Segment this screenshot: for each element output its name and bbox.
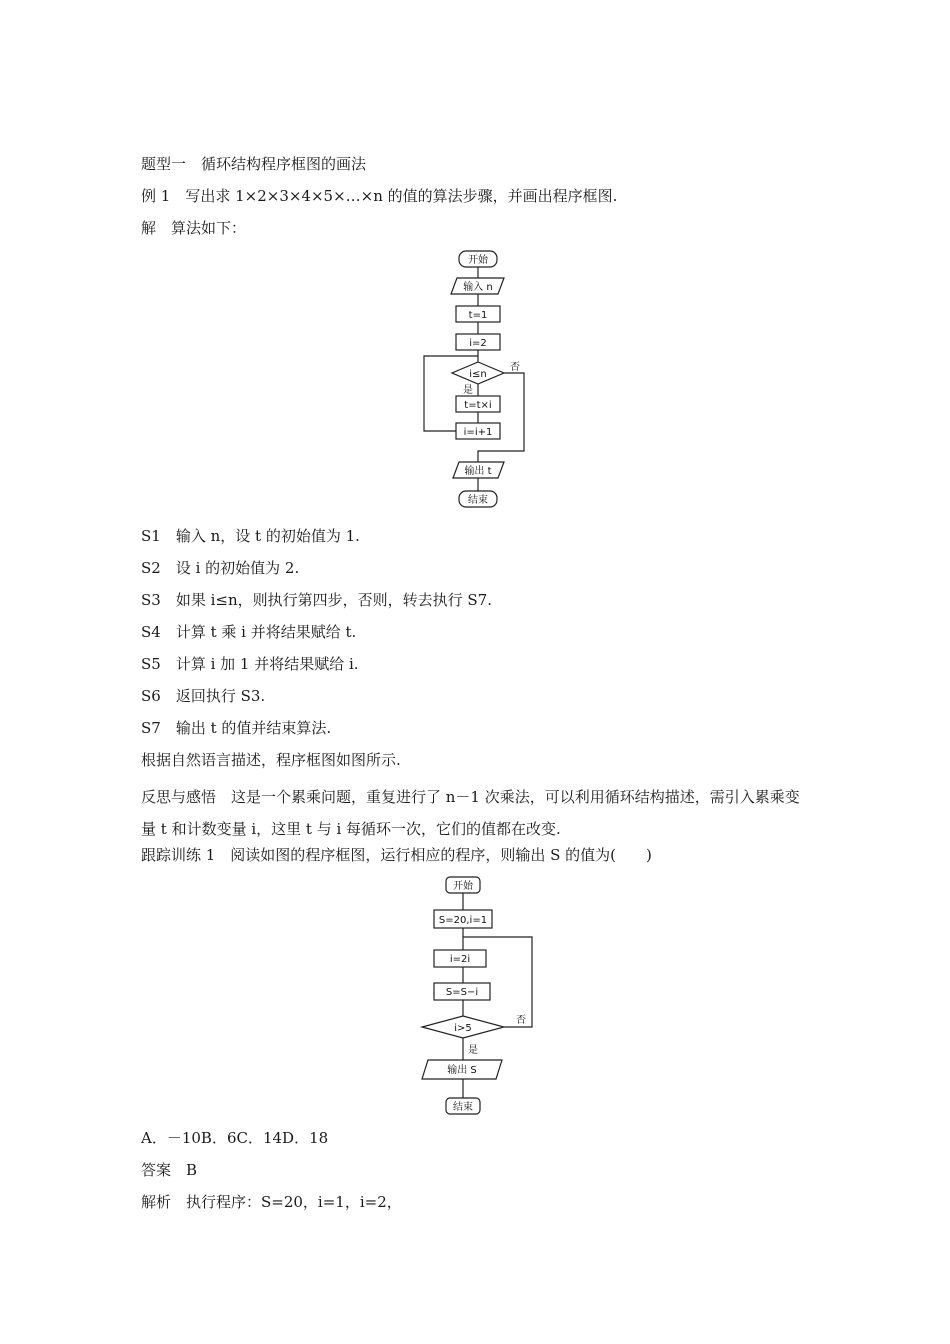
fc1-increment-label: i=i+1 (463, 427, 493, 438)
example-line (141, 186, 617, 206)
fc1-multiply-label: t=t×i (464, 400, 492, 411)
fc1-condition-label: i≤n (469, 369, 487, 380)
section-title: 题型一 循环结构程序框图的画法 (141, 155, 367, 173)
fc2-no-label: 否 (516, 1015, 526, 1026)
flowchart-1 (410, 246, 550, 514)
step-4: S4 计算 t 乘 i 并将结果赋给 t. (141, 623, 357, 641)
step-3: S3 如果 i≤n，则执行第四步，否则，转去执行 S7. (141, 591, 492, 609)
example-label: 例 1 (141, 187, 171, 205)
reflection: 反思与感悟 这是一个累乘问题，重复进行了 n－1 次乘法，可以利用循环结构描述，需引入累乘变量 t 和计数变量 i，这里 t 与 i 每循环一次，它们的值都在改变. (141, 788, 800, 838)
step-6: S6 返回执行 S3. (141, 687, 266, 705)
step-5: S5 计算 i 加 1 并将结果赋给 i. (141, 655, 359, 673)
example-text: 写出求 1×2×3×4×5×…×n 的值的算法步骤，并画出程序框图. (185, 187, 618, 205)
fc2-subtract-label: S=S−i (445, 987, 479, 998)
practice-question: 跟踪训练 1 阅读如图的程序框图，运行相应的程序，则输出 S 的值为( ) (141, 846, 652, 864)
answer-options: A．－10B．6C．14D．18 (141, 1129, 329, 1147)
fc1-start-label: 开始 (468, 255, 488, 266)
step-1: S1 输入 n，设 t 的初始值为 1. (141, 527, 360, 545)
conclusion: 根据自然语言描述，程序框图如图所示. (141, 751, 401, 769)
fc2-yes-label: 是 (468, 1045, 478, 1056)
analysis-line: 解析 执行程序：S=20，i=1，i=2， (141, 1193, 402, 1211)
fc2-condition-label: i>5 (454, 1023, 472, 1034)
solution-intro: 解 算法如下： (141, 219, 247, 237)
fc1-input-label: 输入 n (463, 282, 493, 293)
fc2-start-label: 开始 (453, 881, 473, 892)
fc2-init-label: S=20,i=1 (438, 915, 488, 926)
fc1-no-label: 否 (510, 362, 520, 373)
step-7: S7 输出 t 的值并结束算法. (141, 719, 332, 737)
fc1-i-init-label: i=2 (469, 338, 487, 349)
flowchart-2 (412, 872, 552, 1120)
step-2: S2 设 i 的初始值为 2. (141, 559, 300, 577)
fc1-end-label: 结束 (468, 495, 488, 506)
fc2-output-label: 输出 S (447, 1065, 477, 1076)
fc2-double-label: i=2i (449, 954, 471, 965)
fc1-output-label: 输出 t (464, 466, 492, 477)
fc1-yes-label: 是 (463, 385, 473, 396)
fc1-t-init-label: t=1 (468, 310, 488, 321)
answer-line: 答案 B (141, 1161, 198, 1179)
fc2-end-label: 结束 (453, 1102, 473, 1113)
